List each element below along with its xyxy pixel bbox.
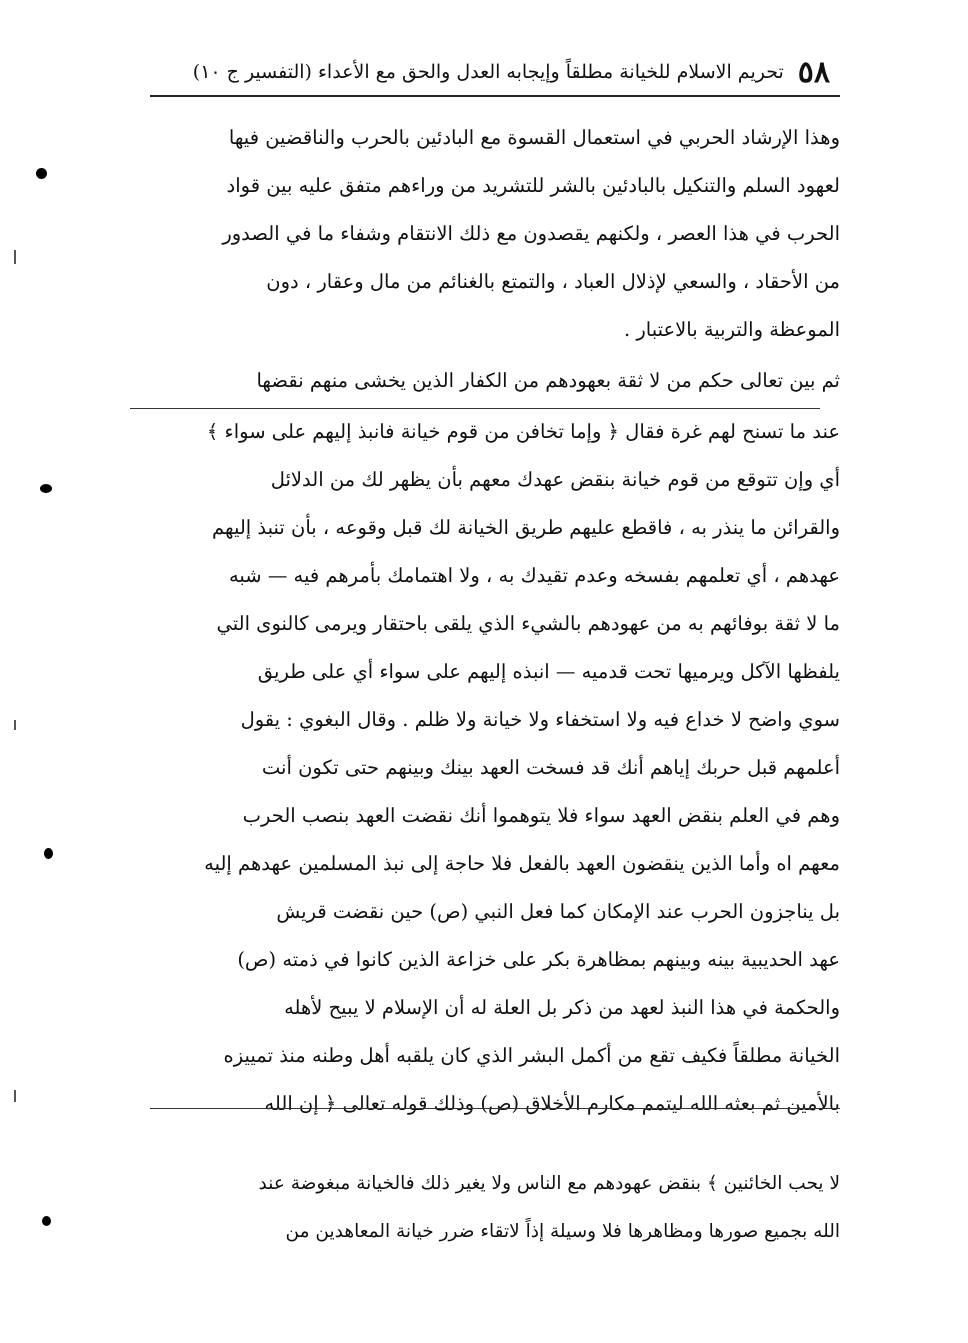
body-line: وهذا الإرشاد الحربي في استعمال القسوة مع البادئين بالحرب والناقضين فيها bbox=[228, 126, 840, 149]
body-line: عهد الحديبية بينه وبينهم بمظاهرة بكر على خزاعة الذين كانوا في ذمته (ص) bbox=[237, 948, 840, 971]
scan-edge-mark bbox=[14, 1090, 16, 1102]
body-line: أعلمهم قبل حربك إياهم أنك قد فسخت العهد بينك وبينهم حتى تكون أنت bbox=[261, 756, 840, 779]
body-line: والحكمة في هذا النبذ لعهد من ذكر بل العلة له أن الإسلام لا يبيح لأهله bbox=[284, 996, 840, 1019]
body-text bbox=[150, 114, 840, 1128]
body-line: الموعظة والتربية بالاعتبار . bbox=[623, 318, 840, 341]
body-line: ما لا ثقة بوفائهم به من عهودهم بالشيء الذي يلقى باحتقار ويرمى كالنوى التي bbox=[216, 612, 840, 635]
header-rule bbox=[150, 95, 840, 97]
body-line: عند ما تسنح لهم غرة فقال ﴿ وإما تخافن من قوم خيانة فانبذ إليهم على سواء ﴾ bbox=[206, 420, 840, 443]
section-heading-line: ثم بين تعالى حكم من لا ثقة بعهودهم من الكفار الذين يخشى منهم نقضها bbox=[256, 369, 840, 392]
body-line: والقرائن ما ينذر به ، فاقطع عليهم طريق الخيانة لك قبل وقوعه ، بأن تنبذ إليهم bbox=[212, 516, 840, 539]
body-line: سوي واضح لا خداع فيه ولا استخفاء ولا خيانة ولا ظلم . وقال البغوي : يقول bbox=[240, 708, 840, 731]
body-line: من الأحقاد ، والسعي لإذلال العباد ، والتمتع بالغنائم من مال وعقار ، دون bbox=[266, 270, 840, 293]
scan-edge-mark bbox=[14, 250, 16, 264]
body-line: يلفظها الآكل ويرميها تحت قدميه — انبذه إليهم على سواء أي على طريق bbox=[257, 660, 840, 683]
scan-speck bbox=[36, 168, 47, 179]
footnote-line: الله بجميع صورها ومظاهرها فلا وسيلة إذاً لاتقاء ضرر خيانة المعاهدين من bbox=[285, 1221, 840, 1242]
body-line: بل يناجزون الحرب عند الإمكان كما فعل النبي (ص) حين نقضت قريش bbox=[276, 900, 840, 923]
body-line: بالأمين ثم بعثه الله ليتمم مكارم الأخلاق (ص) وذلك قوله تعالى ﴿ إن الله bbox=[264, 1092, 840, 1115]
body-line: الحرب في هذا العصر ، ولكنهم يقصدون مع ذلك الانتقام وشفاء ما في الصدور bbox=[222, 222, 840, 245]
footnote-line: لا يحب الخائنين ﴾ بنقض عهودهم مع الناس ولا يغير ذلك فالخيانة مبغوضة عند bbox=[258, 1173, 840, 1194]
body-line: عهدهم ، أي تعلمهم بفسخه وعدم تقيدك به ، ولا اهتمامك بأمرهم فيه — شبه bbox=[228, 564, 840, 587]
scan-speck bbox=[42, 1216, 51, 1226]
scan-edge-mark bbox=[14, 720, 16, 730]
running-title: تحريم الاسلام للخيانة مطلقاً وإيجابه العدل والحق مع الأعداء (التفسير ج ١٠) bbox=[192, 61, 784, 83]
body-line: لعهود السلم والتنكيل بالبادئين بالشر للتشريد من وراءهم متفق عليه بين قواد bbox=[226, 174, 840, 197]
body-line: أي وإن تتوقع من قوم خيانة بنقض عهدك معهم بأن يظهر لك من الدلائل bbox=[270, 468, 840, 491]
body-line: وهم في العلم بنقض العهد سواء فلا يتوهموا أنك نقضت العهد بنصب الحرب bbox=[242, 804, 840, 827]
scan-speck bbox=[44, 848, 53, 859]
body-line: معهم اه وأما الذين ينقضون العهد بالفعل فلا حاجة إلى نبذ المسلمين عهدهم إليه bbox=[204, 852, 840, 875]
page-number: ٥٨ bbox=[797, 54, 830, 90]
body-line: الخيانة مطلقاً فكيف تقع من أكمل البشر الذي كان يلقبه أهل وطنه منذ تمييزه bbox=[223, 1044, 840, 1067]
continuation-text bbox=[150, 1160, 840, 1256]
section-divider bbox=[130, 408, 820, 409]
page-header bbox=[150, 52, 830, 92]
scan-speck bbox=[40, 484, 52, 493]
footnote-divider bbox=[150, 1108, 840, 1109]
